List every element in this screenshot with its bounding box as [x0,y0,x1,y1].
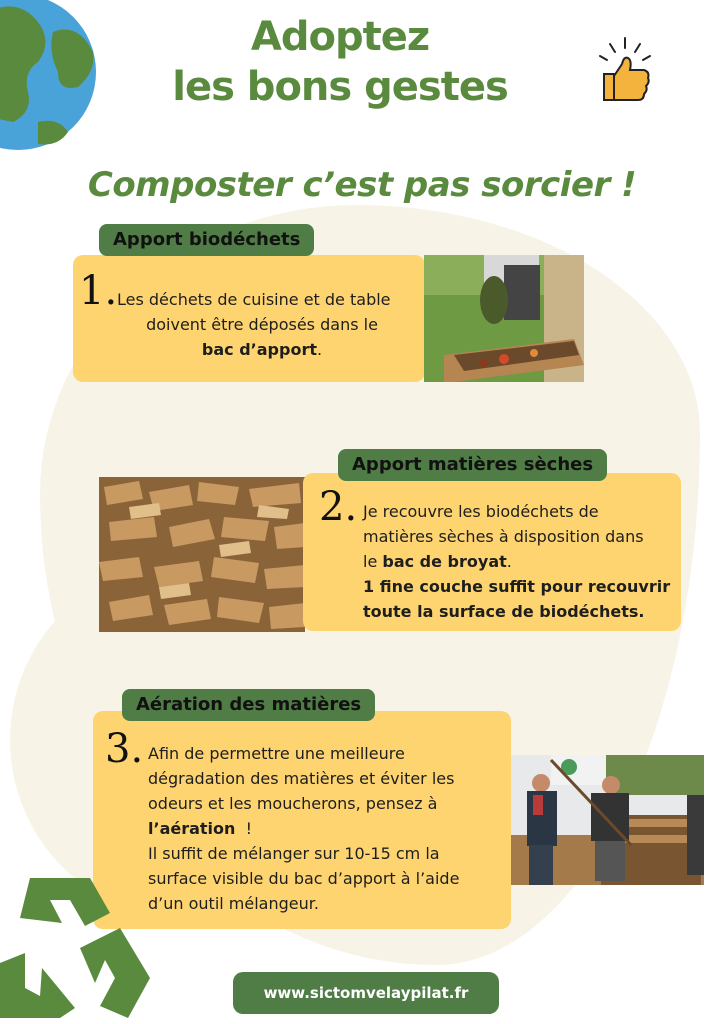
step-1-label: Apport biodéchets [99,224,314,256]
step-1-line-1: Les déchets de cuisine et de table [117,290,391,309]
step-2-line-3-prefix: le [363,552,383,571]
thumbs-up-icon [592,36,658,106]
compost-photo [424,255,584,382]
step-1-after-bold: . [316,340,323,359]
wood-chips-photo [99,477,305,632]
recycle-icon [0,868,160,1024]
step-1-line-3 [107,337,417,362]
step-2-card [303,473,681,631]
step-1-number: 1. [79,268,118,314]
step-2-text [363,499,675,624]
step-2-bold: bac de broyat [382,552,507,571]
title-line-2: les bons gestes [172,64,508,110]
step-2-bold-line-1: 1 fine couche suffit pour recouvrir [363,577,671,596]
step-2-line-1: Je recouvre les biodéchets de [363,502,599,521]
aeration-photo [511,755,704,885]
subtitle: Composter c’est pas sorcier ! [87,165,637,205]
step-2-line-2: matières sèches à disposition dans [363,527,644,546]
step-3-line-4 [148,816,506,841]
step-1-bold: bac d’apport [201,340,317,359]
step-3-text [148,741,506,916]
step-2-number: 2. [319,484,358,530]
step-3-line-7: d’un outil mélangeur. [148,894,319,913]
step-3-label: Aération des matières [122,689,375,721]
step-3-line-5: Il suffit de mélanger sur 10-15 cm la [148,844,440,863]
step-2-label: Apport matières sèches [338,449,607,481]
step-3-line-2: dégradation des matières et éviter les [148,769,455,788]
step-3-line-6: surface visible du bac d’apport à l’aide [148,869,460,888]
step-3-line-3: odeurs et les moucherons, pensez à [148,794,438,813]
website-link[interactable]: www.sictomvelaypilat.fr [233,972,499,1014]
step-3-bold: l’aération [148,819,236,838]
step-3-number: 3. [105,726,144,772]
step-3-after-bold: ! [235,819,253,838]
title-line-1: Adoptez [250,14,430,60]
globe-icon [0,0,98,157]
step-3-line-1: Afin de permettre une meilleure [148,744,405,763]
step-1-card [73,255,425,382]
step-2-after-bold: . [506,552,512,571]
page-title [100,12,580,112]
step-2-line-3 [363,549,675,574]
step-1-line-2: doivent être déposés dans le [146,315,378,334]
step-2-bold-line-2: toute la surface de biodéchets. [363,602,645,621]
step-1-text [117,287,417,362]
